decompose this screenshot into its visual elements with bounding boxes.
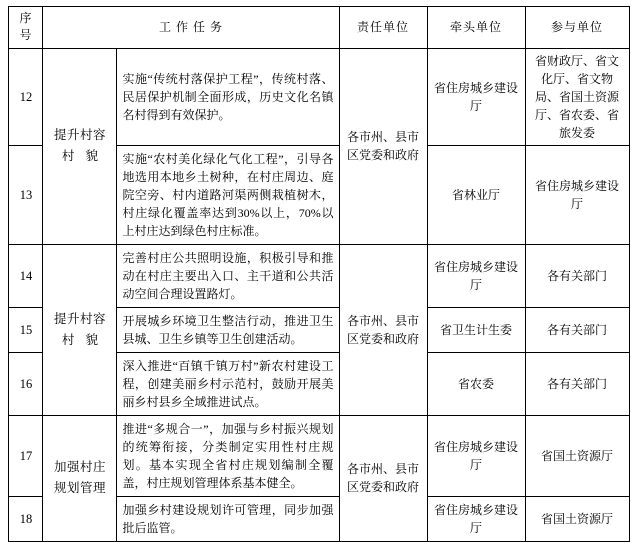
row-participating: 各有关部门 [525,352,629,415]
row-participating: 省财政厅、省文化厅、省文物局、省国土资源厅、省农委、省旅发委 [525,48,629,145]
row-seq: 13 [9,145,43,244]
row-category-line1: 提升村容 [53,311,106,326]
header-seq-line2: 号 [19,28,33,43]
table-body [9,48,629,541]
row-responsible: 各市州、县市区党委和政府 [339,244,427,415]
row-lead: 省卫生计生委 [427,307,525,352]
row-participating: 各有关部门 [525,244,629,307]
row-lead: 省住房城乡建设厅 [427,48,525,145]
table-row [9,244,629,307]
row-category [43,244,117,415]
row-seq: 16 [9,352,43,415]
row-seq: 12 [9,48,43,145]
header-seq-line1: 序 [19,11,33,25]
row-lead: 省住房城乡建设厅 [427,244,525,307]
row-task: 加强乡村建设规划许可管理，同步加强批后监管。 [117,496,339,541]
header-task: 工 作 任 务 [43,7,339,49]
table-row [9,48,629,145]
table-header-row [9,7,629,49]
row-seq: 15 [9,307,43,352]
row-category-line1: 提升村容 [53,128,106,143]
row-task: 推进“多规合一”，加强与乡村振兴规划的统筹衔接，分类制定实用性村庄规划。基本实现全省村庄规划编制全覆盖，村庄规划管理体系基本健全。 [117,415,339,496]
row-responsible: 各市州、县市区党委和政府 [339,415,427,541]
table-row [9,415,629,496]
row-responsible: 各市州、县市区党委和政府 [339,48,427,244]
row-lead: 省住房城乡建设厅 [427,415,525,496]
row-task: 实施“传统村落保护工程”，传统村落、民居保护机制全面形成，历史文化名镇名村得到有效保护。 [117,48,339,145]
row-task: 深入推进“百镇千镇万村”新农村建设工程，创建美丽乡村示范村，鼓励开展美丽乡村县乡全域推进试点。 [117,352,339,415]
header-lead-unit: 牵头单位 [427,7,525,49]
row-category-line2: 规划管理 [53,481,106,496]
row-participating: 省国土资源厅 [525,415,629,496]
row-seq: 18 [9,496,43,541]
row-category-line1: 加强村庄 [53,460,106,475]
row-lead: 省林业厅 [427,145,525,244]
work-task-table [8,6,629,542]
row-participating: 省住房城乡建设厅 [525,145,629,244]
row-lead: 省住房城乡建设厅 [427,496,525,541]
row-category [43,415,117,541]
row-task: 开展城乡环境卫生整洁行动，推进卫生县城、卫生乡镇等卫生创建活动。 [117,307,339,352]
header-participating-unit: 参与单位 [525,7,629,49]
row-category-line2: 村 貌 [61,332,103,347]
row-task: 完善村庄公共照明设施，积极引导和推动在村庄主要出入口、主干道和公共活动空间合理设置路灯。 [117,244,339,307]
header-seq [9,7,43,49]
header-responsible-unit: 责任单位 [339,7,427,49]
row-category [43,48,117,244]
row-participating: 各有关部门 [525,307,629,352]
row-participating: 省国土资源厅 [525,496,629,541]
row-seq: 17 [9,415,43,496]
row-seq: 14 [9,244,43,307]
table-header [9,7,629,49]
row-lead: 省农委 [427,352,525,415]
row-category-line2: 村 貌 [61,149,103,164]
row-task: 实施“农村美化绿化气化工程”，引导各地选用本地乡土树种，在村庄周边、庭院空旁、村内道路河渠两侧栽植树木，村庄绿化覆盖率达到30%以上，70%以上村庄达到绿色村庄标准。 [117,145,339,244]
